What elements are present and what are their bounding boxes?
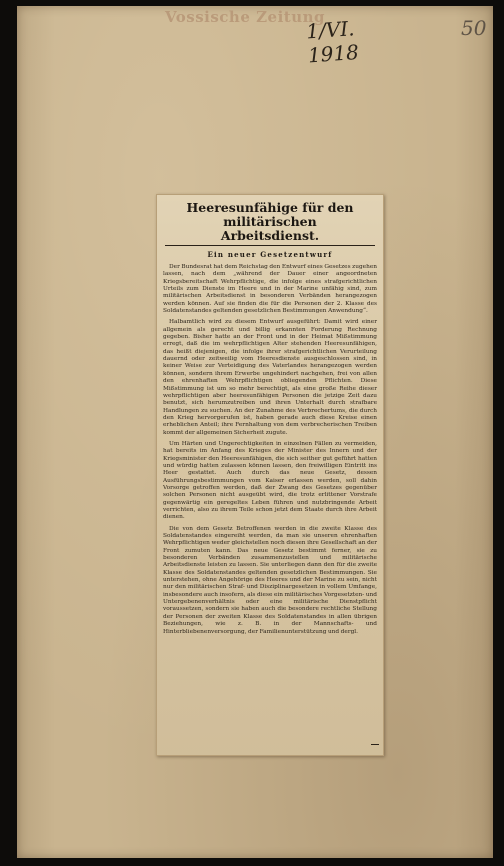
article-paragraph-4: Die von dem Gesetz Betroffenen werden in die zweite Klasse des Soldatenstandes eingereiht werden, da man sie unseren ehrenhaften Wehrpflichtigen weder gleichstellen noch diesen ihre Gesellschaft an der Front zumuten kann. Das neue Gesetz bestimmt ferner, sie zu besonderen Verbänden zusammenzustellen und militärische Arbeitsdienste leisten zu lassen. Sie unterliegen dann den für die zweite Klasse des Soldatenstandes geltenden gesetzlichen Bestimmungen. Sie unterstehen, ohne Angehörige des Heeres und der Marine zu sein, nicht nur den militärischen Straf- und Disziplinargesetzen in vollem Umfange, insbesondere auch insofern, als diese ein militärisches Vorgesetzten- und Untergebenenverhältnis oder eine militärische Dienstpflicht voraussetzen, sondern sie haben auch die besondere rechtliche Stellung der Personen der zweiten Klasse des Soldatenstandes in allen übrigen Beziehungen, wie z. B. in der Mannschafts- und Hinterbliebenenversorgung, der Familienunterstützung und dergl. [163,525,377,635]
article-headline [163,201,377,243]
newspaper-stamp: Vossische Zeitung [165,8,326,26]
page-number: 50 [461,16,487,40]
article-subhead: Ein neuer Gesetzentwurf [207,250,333,259]
article-paragraph-2: Halbamtlich wird zu diesem Entwurf ausgeführt: Damit wird einer allgemein als gerecht und billig erkannten Forderung Rechnung gegeben. Bisher hatte an der Front und in der Heimat Mißstimmung erregt, daß die im wehrpflichtigen Alter stehenden Heeresunfähigen, das heißt diejenigen, die infolge ihrer strafgerichtlichen Verurteilung dauernd oder zeitweilig vom Heeresdienste ausgeschlossen sind, in keiner Weise zur Verteidigung des Vaterlandes herangezogen werden können, sondern ihrem Erwerbe ungehindert nachgehen, frei von allen den ehrenhaften Wehrpflichtigen obliegenden Pflichten. Diese Mißstimmung ist um so mehr berechtigt, als eine große Reihe dieser wehrpflichtigen aber heeresunfähigen Personen die jetzige Zeit dazu benutzt, sich herumzutreiben und ihren Unterhalt durch strafbare Handlungen zu suchen. An der Zunahme des Verbrechertums, die durch den Krieg hervorgerufen ist, haben gerade auch diese Kreise einen erheblichen Anteil; ihre Fernhaltung von dem verbrecherischen Treiben kommt der allgemeinen Sicherheit zugute. [163,319,377,436]
article-end-rule [371,744,379,745]
article-paragraph-1: Der Bundesrat hat dem Reichstag den Entwurf eines Gesetzes zugehen lassen, nach dem „während der Dauer einer angeordneten Kriegsbereitschaft Wehrpflichtige, die infolge eines strafgerichtlichen Urteils zum Dienste im Heere und in der Marine unfähig sind, zum militärischen Arbeitsdienst in besonderen Verbänden herangezogen werden können. Auf sie finden die für die Personen der 2. Klasse des Soldatenstandes geltenden gesetzlichen Bestimmungen Anwendung“. [163,264,377,315]
newspaper-clipping [156,194,384,756]
headline-divider [165,245,375,246]
article-paragraph-3: Um Härten und Ungerechtigkeiten in einzelnen Fällen zu vermeiden, hat bereits im Anfang des Krieges der Minister des Innern und der Kriegsminister den Heeresunfähigen, die sich seither gut geführt hatten und würdig hatten zulassen können lassen, den freiwilligen Eintritt ins Heer gestattet. Auch durch das neue Gesetz, dessen Ausführungsbestimmungen vom Kaiser erlassen werden, soll dahin Vorsorge getroffen werden, daß der Zwang des Gesetzes gegenüber solchen Personen nicht ausgeübt wird, die trotz erlittener Vorstrafe gegenwärtig ein geregeltes Leben führen und nutzbringende Arbeit verrichten, also zu ihrem Teile schon jetzt dem Staate durch ihre Arbeit dienen. [163,440,377,521]
handwritten-date: 1/VI. 1918 [305,16,360,68]
archive-sheet [17,6,493,858]
headline-line-1: Heeresunfähige für den militärischen [186,200,354,229]
headline-line-2: Arbeitsdienst. [220,228,320,243]
